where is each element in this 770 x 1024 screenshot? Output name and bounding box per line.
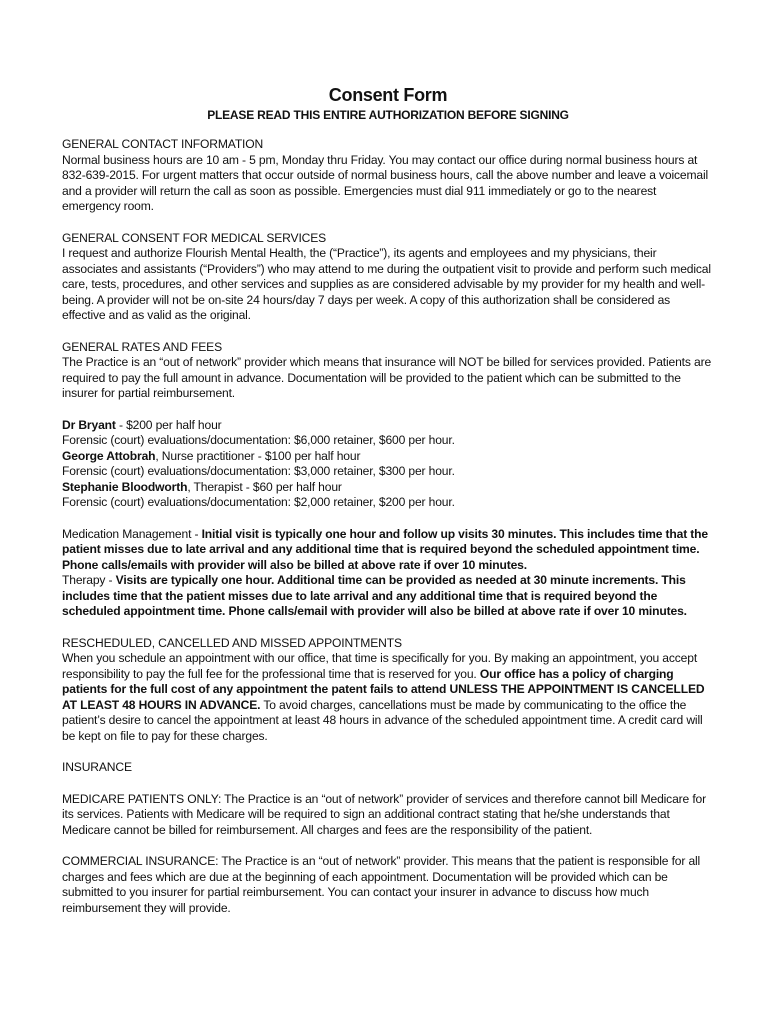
rescheduled-heading: RESCHEDULED, CANCELLED AND MISSED APPOINTMENTS: [62, 635, 402, 650]
commercial-insurance-paragraph: COMMERCIAL INSURANCE: The Practice is an “out of network” provider. This means that the patient is responsible for all charges and fees which are due at the beginning of each appointment. Documentation will be provided which can be submitted to you insurer for partial reimbursement. You can contact your insurer in advance to discuss how much reimbursement they will provide.: [62, 854, 701, 915]
rescheduled-text-1: When you schedule an appointment with our office, that time is specifically for you. By making an appointment, you accept responsibility to pay the full fee for the professional time that is reserved for you.: [62, 651, 698, 681]
therapy-paragraph: [62, 573, 714, 620]
contact-heading: GENERAL CONTACT INFORMATION: [62, 137, 264, 151]
contact-body: Normal business hours are 10 am - 5 pm, Monday thru Friday. You may contact our office during normal business hours at 832-639-2015. For urgent matters that occur outside of normal business hours, call the above number and leave a voicemail and a provider will return the call as soon as possible. Emergencies must dial 911 immediately or go to the nearest emergency room.: [62, 152, 709, 213]
consent-section: [62, 231, 714, 324]
consent-form-page: [62, 84, 714, 916]
medication-terms: Initial visit is typically one hour and follow up visits 30 minutes. This includes time that the patient misses due to late arrival and any additional time that is required beyond the scheduled appointment time. Phone calls/emails with provider will also be billed at above rate if over 10 minutes.: [62, 526, 708, 572]
providers-section: [62, 418, 714, 511]
provider-rate: , Therapist - $60 per half hour: [187, 479, 342, 494]
medicare-section: [62, 792, 714, 839]
consent-heading: GENERAL CONSENT FOR MEDICAL SERVICES: [62, 230, 327, 245]
provider-forensic-line: Forensic (court) evaluations/documentation: $3,000 retainer, $300 per hour.: [62, 464, 455, 478]
provider-rate: , Nurse practitioner - $100 per half hour: [155, 448, 361, 463]
insurance-heading: INSURANCE: [62, 760, 132, 774]
provider-name: Dr Bryant: [62, 417, 116, 432]
consent-body: I request and authorize Flourish Mental Health, the (“Practice”), its agents and employees and my physicians, their associates and assistants (“Providers”) who may attend to me during the outpatient visit to provide and perform such medical care, tests, procedures, and other services and supplies as are considered advisable by my provider for my health and well-being. A provider will not be on-site 24 hours/day 7 days per week. A copy of this authorization shall be considered as effective and as valid as the original.: [62, 246, 711, 322]
rescheduled-body: [62, 651, 714, 744]
medication-label: Medication Management -: [62, 526, 202, 541]
provider-rate-line: [62, 449, 714, 465]
page-subtitle: PLEASE READ THIS ENTIRE AUTHORIZATION BEFORE SIGNING: [207, 108, 569, 122]
rates-heading: GENERAL RATES AND FEES: [62, 339, 223, 354]
contact-section: [62, 137, 714, 215]
services-section: [62, 527, 714, 620]
provider-name: George Attobrah: [62, 448, 156, 463]
medicare-paragraph: MEDICARE PATIENTS ONLY: The Practice is an “out of network” provider of services and therefore cannot bill Medicare for its services. Patients with Medicare will be required to sign an additional contract stating that he/she understands that Medicare cannot be billed for reimbursement. All charges and fees are the responsibility of the patient.: [62, 791, 706, 837]
commercial-insurance-section: [62, 854, 714, 916]
insurance-section: [62, 760, 714, 776]
page-title: Consent Form: [328, 85, 448, 105]
provider-rate-line: [62, 480, 714, 496]
provider-name: Stephanie Bloodworth: [62, 479, 188, 494]
rescheduled-text-2: To avoid charges, cancellations must be made by communicating to the office the patient’s desire to cancel the appointment at least 48 hours in advance of the scheduled appointment time. A credit card will be kept on file to pay for these charges.: [62, 697, 703, 743]
therapy-terms: Visits are typically one hour. Additional time can be provided as needed at 30 minute increments. This includes time that the patient misses due to late arrival and any additional time that is required beyond the scheduled appointment time. Phone calls/email with provider will also be billed at above rate if over 10 minutes.: [62, 573, 687, 618]
provider-forensic-line: Forensic (court) evaluations/documentation: $6,000 retainer, $600 per hour.: [62, 433, 455, 447]
rates-body: The Practice is an “out of network” provider which means that insurance will NOT be billed for services provided. Patients are required to pay the full amount in advance. Documentation will be provided to the patient which can be submitted to the insurer for partial reimbursement.: [62, 355, 712, 400]
rescheduled-section: [62, 636, 714, 745]
rates-section: [62, 340, 714, 402]
therapy-label: Therapy -: [62, 573, 116, 587]
provider-forensic-line: Forensic (court) evaluations/documentation: $2,000 retainer, $200 per hour.: [62, 495, 455, 509]
cancellation-policy: Our office has a policy of charging patients for the full cost of any appointment the patent fails to attend UNLESS THE APPOINTMENT IS CANCELLED AT LEAST 48 HOURS IN ADVANCE.: [62, 666, 705, 712]
medication-management-paragraph: [62, 527, 714, 574]
provider-rate: - $200 per half hour: [115, 417, 222, 432]
provider-rate-line: [62, 418, 714, 434]
